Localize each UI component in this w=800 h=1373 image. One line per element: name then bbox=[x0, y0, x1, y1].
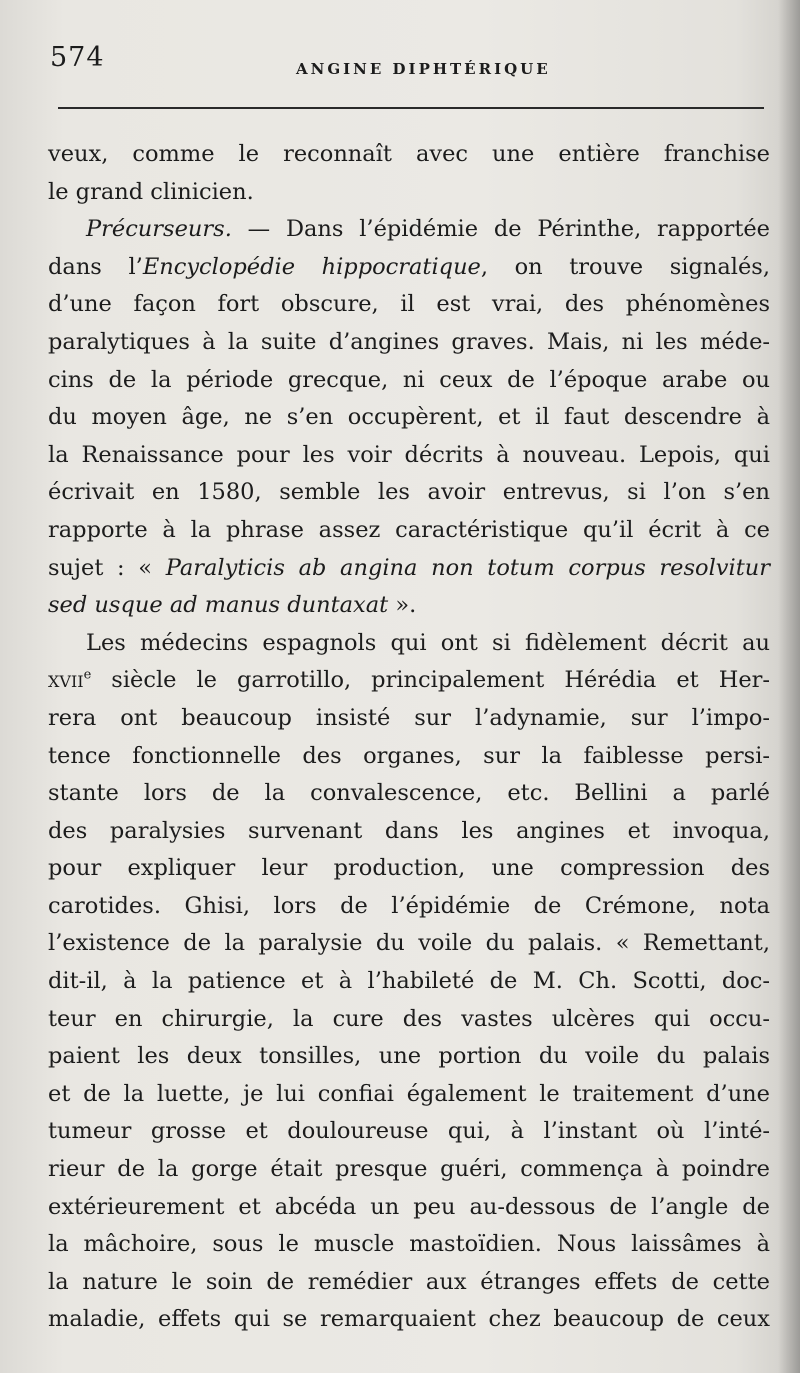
text-run: dans l’ bbox=[48, 253, 143, 280]
book-title: Encyclopédie hippocratique bbox=[142, 253, 481, 280]
body-text bbox=[48, 136, 770, 1339]
page-edge-shadow bbox=[778, 0, 800, 1373]
header-rule bbox=[58, 107, 764, 109]
text-run: , on trouve signalés, bbox=[480, 253, 770, 280]
latin-quote: sed usque ad manus duntaxat bbox=[48, 592, 389, 619]
running-head: ANGINE DIPHTÉRIQUE bbox=[296, 60, 551, 78]
text-run: siècle le garrotillo, principalement Hérédia et Her- bbox=[91, 667, 770, 694]
superscript: e bbox=[83, 667, 92, 683]
latin-quote: Paralyticis ab angina non totum corpus resolvitur bbox=[165, 554, 770, 581]
text-line: des paralysies survenant dans les angines et invoqua, bbox=[48, 817, 770, 844]
section-heading: Précurseurs. bbox=[86, 216, 232, 243]
text-line bbox=[48, 249, 770, 287]
text-run: sujet : « bbox=[48, 554, 166, 581]
text-line: du moyen âge, ne s’en occupèrent, et il faut descendre à bbox=[48, 404, 770, 431]
text-line bbox=[48, 587, 770, 625]
text-line: maladie, effets qui se remarquaient chez beaucoup de ceux bbox=[48, 1306, 770, 1333]
text-line: la Renaissance pour les voir décrits à nouveau. Lepois, qui bbox=[48, 441, 770, 468]
text-line: rera ont beaucoup insisté sur l’adynamie, sur l’impo- bbox=[48, 704, 770, 731]
text-line: écrivait en 1580, semble les avoir entrevus, si l’on s’en bbox=[48, 479, 770, 506]
text-line: tumeur grosse et douloureuse qui, à l’instant où l’inté- bbox=[48, 1118, 770, 1145]
text-line: paralytiques à la suite d’angines graves. Mais, ni les méde- bbox=[48, 328, 770, 355]
text-line bbox=[48, 550, 770, 588]
text-line: rapporte à la phrase assez caractéristique qu’il écrit à ce bbox=[48, 516, 770, 543]
text-line: carotides. Ghisi, lors de l’épidémie de Crémone, nota bbox=[48, 892, 770, 919]
text-line: l’existence de la paralysie du voile du palais. « Remettant, bbox=[48, 930, 770, 957]
text-line: d’une façon fort obscure, il est vrai, des phénomènes bbox=[48, 291, 770, 318]
text-run: xvii bbox=[48, 667, 84, 694]
text-line: le grand clinicien. bbox=[48, 178, 254, 205]
text-line bbox=[48, 211, 770, 249]
text-line: dit-il, à la patience et à l’habileté de M. Ch. Scotti, doc- bbox=[48, 968, 770, 995]
text-line: la nature le soin de remédier aux étranges effets de cette bbox=[48, 1268, 770, 1295]
text-line: Les médecins espagnols qui ont si fidèlement décrit au bbox=[86, 629, 770, 656]
text-line: pour expliquer leur production, une compression des bbox=[48, 855, 770, 882]
text-line: stante lors de la convalescence, etc. Bellini a parlé bbox=[48, 780, 770, 807]
text-line: veux, comme le reconnaît avec une entière franchise bbox=[48, 141, 770, 167]
text-line: paient les deux tonsilles, une portion du voile du palais bbox=[48, 1043, 770, 1070]
text-run: ». bbox=[388, 592, 417, 619]
page-number: 574 bbox=[50, 42, 105, 73]
text-line: et de la luette, je lui confiai également le traitement d’une bbox=[48, 1080, 770, 1107]
page-header bbox=[50, 42, 762, 92]
text-line: teur en chirurgie, la cure des vastes ulcères qui occu- bbox=[48, 1005, 770, 1032]
text-line: cins de la période grecque, ni ceux de l’époque arabe ou bbox=[48, 366, 770, 393]
text-line: tence fonctionnelle des organes, sur la faiblesse persi- bbox=[48, 742, 770, 769]
text-line: rieur de la gorge était presque guéri, commença à poindre bbox=[48, 1156, 770, 1183]
text-line: la mâchoire, sous le muscle mastoïdien. Nous laissâmes à bbox=[48, 1231, 770, 1258]
text-run: — Dans l’épidémie de Périnthe, rapportée bbox=[231, 216, 770, 243]
text-line bbox=[48, 662, 770, 700]
text-line: extérieurement et abcéda un peu au-dessous de l’angle de bbox=[48, 1193, 770, 1220]
